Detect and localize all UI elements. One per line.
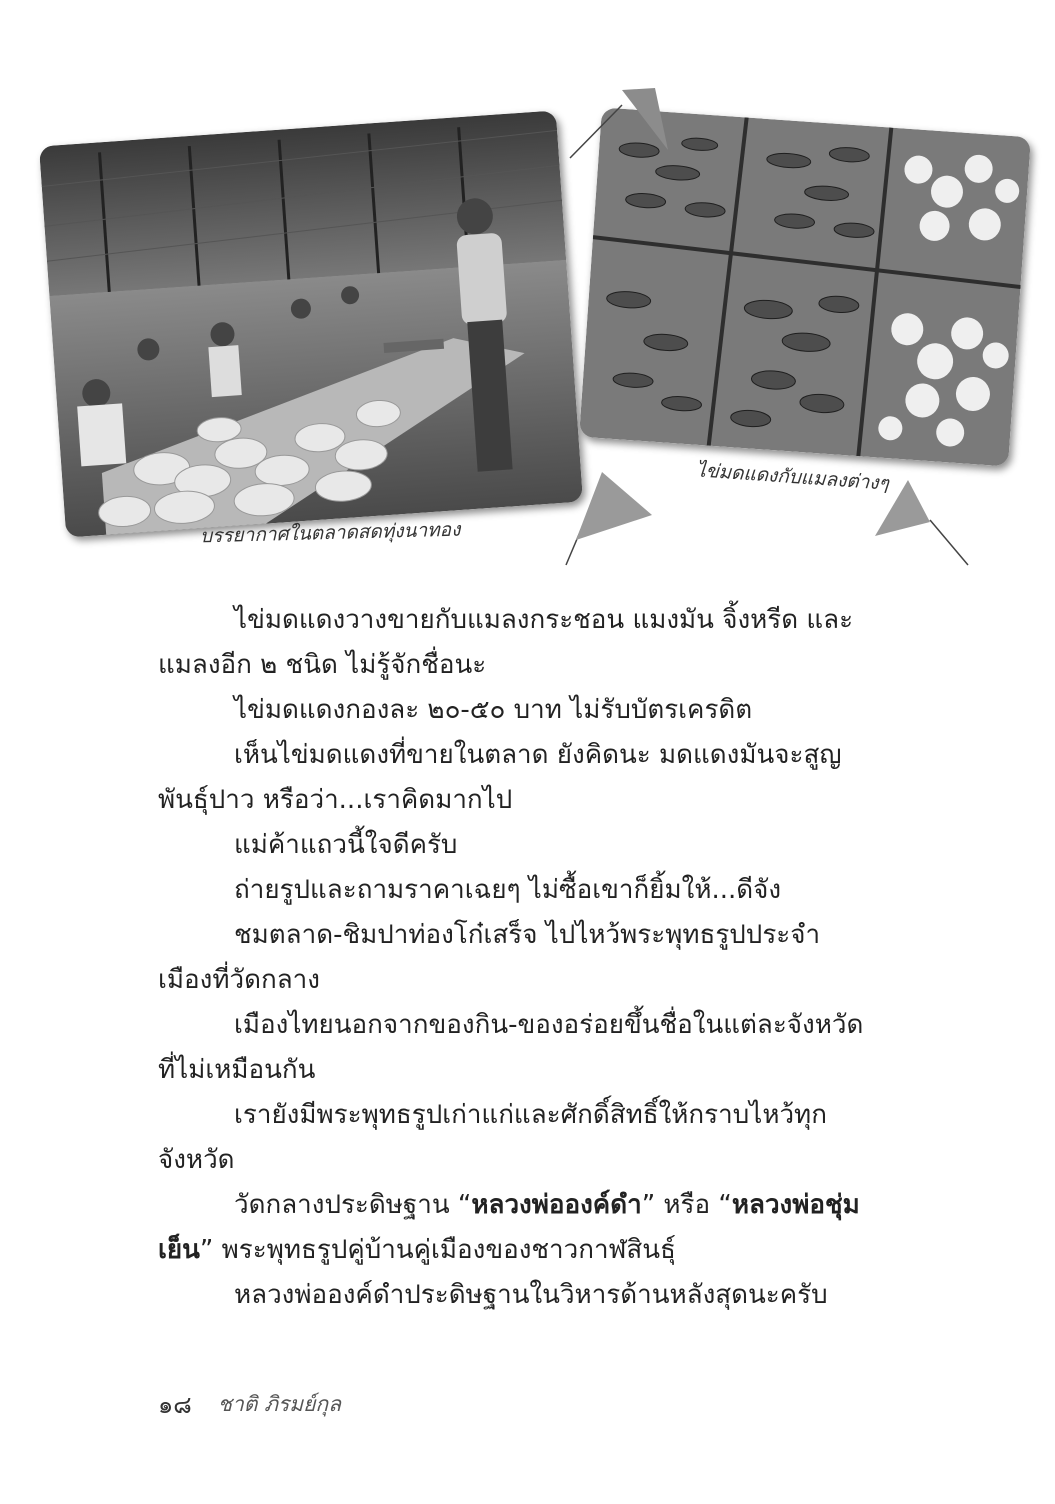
paragraph: เมืองไทยนอกจากของกิน-ของอร่อยขึ้นชื่อในแต่ละจังหวัดที่ไม่เหมือนกัน [158,1010,864,1085]
paragraph: เห็นไข่มดแดงที่ขายในตลาด ยังคิดนะ มดแดงมันจะสูญพันธุ์ปาว หรือว่า...เราคิดมากไป [158,740,842,815]
paragraph: แม่ค้าแถวนี้ใจดีครับ [234,830,458,860]
page-number: ๑๘ [158,1391,192,1419]
paragraph: ชมตลาด-ชิมปาท่องโก๋เสร็จ ไปไหว้พระพุทธรูปประจำเมืองที่วัดกลาง [158,920,821,995]
author-name: ชาติ ภิรมย์กุล [217,1392,341,1416]
paragraph: ถ่ายรูปและถามราคาเฉยๆ ไม่ซื้อเขาก็ยิ้มให้...ดีจัง [234,875,782,905]
paragraph: ไข่มดแดงวางขายกับแมลงกระชอน แมงมัน จิ้งหรีด และแมลงอีก ๒ ชนิด ไม่รู้จักชื่อนะ [158,605,854,680]
paragraph-with-names [158,1183,870,1273]
decorative-flags [0,0,1055,600]
text-segment: วัดกลางประดิษฐาน “ [234,1190,472,1220]
paragraph: ไข่มดแดงกองละ ๒๐-๕๐ บาท ไม่รับบัตรเครดิต [234,695,753,725]
paragraph: หลวงพ่อองค์ดำประดิษฐานในวิหารด้านหลังสุดนะครับ [234,1280,828,1310]
insects-photo-caption: ไข่มดแดงกับแมลงต่างๆ [695,459,890,495]
paragraph: เรายังมีพระพุทธรูปเก่าแก่และศักดิ์สิทธิ์ให้กราบไหว้ทุกจังหวัด [158,1100,827,1175]
page-footer [158,1385,341,1424]
buddha-name-2: หลวงพ่อชุ่มเย็น [158,1190,860,1265]
body-text [158,598,870,1318]
market-photo-caption: บรรยากาศในตลาดสดทุ่งนาทอง [199,518,461,548]
text-segment: ” หรือ “ [641,1190,732,1220]
text-segment: ” พระพุทธรูปคู่บ้านคู่เมืองของชาวกาฬสินธุ์ [199,1235,676,1265]
buddha-name-1: หลวงพ่อองค์ดำ [471,1190,642,1220]
